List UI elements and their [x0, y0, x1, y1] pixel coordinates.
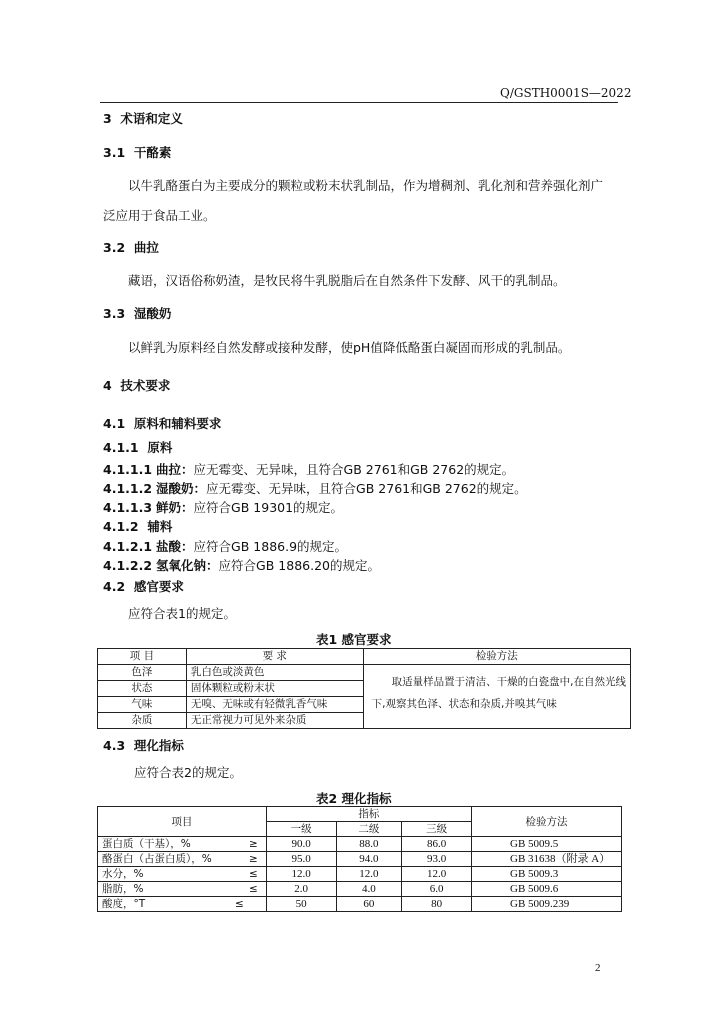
- table1-cell-method: [363, 665, 630, 729]
- section-3-2-text: 藏语，汉语俗称奶渣，是牧民将牛乳脱脂后在自然条件下发酵、风干的乳制品。: [128, 273, 566, 288]
- header-rule: [100, 102, 618, 103]
- table1-cell-item: 杂质: [98, 713, 187, 729]
- section-3-heading: 3 术语和定义: [103, 111, 183, 126]
- table1-header-method: 检验方法: [363, 649, 630, 665]
- section-4-1-2-2: 4.1.2.2 氢氧化钠：应符合GB 1886.20的规定。: [103, 558, 380, 573]
- table1-cell-item: 色泽: [98, 665, 187, 681]
- table2-header-grade-2: 二级: [336, 822, 402, 837]
- table2-cell-grade-1: 90.0: [266, 837, 336, 852]
- table2-cell-method: GB 5009.6: [472, 882, 622, 897]
- section-3-1-text-line2: 泛应用于食品工业。: [103, 208, 216, 223]
- table1-cell-requirement: 无正常视力可见外来杂质: [186, 713, 363, 729]
- table1-header-item: 项 目: [98, 649, 187, 665]
- section-4-1-1-heading: 4.1.1 原料: [103, 440, 173, 455]
- table1-cell-item: 气味: [98, 697, 187, 713]
- table2-cell-method: GB 5009.3: [472, 867, 622, 882]
- table2-cell-grade-3: 93.0: [402, 852, 472, 867]
- table2-header-grade-1: 一级: [266, 822, 336, 837]
- section-4-3-text: 应符合表2的规定。: [134, 765, 242, 780]
- table2-cell-grade-3: 12.0: [402, 867, 472, 882]
- section-3-1-text-line1: 以牛乳酪蛋白为主要成分的颗粒或粉末状乳制品，作为增稠剂、乳化剂和营养强化剂广: [128, 178, 604, 193]
- table2-header-grade-3: 三级: [402, 822, 472, 837]
- section-3-3-heading: 3.3 湿酸奶: [103, 306, 172, 321]
- document-code: Q/GSTH0001S—2022: [500, 86, 632, 100]
- table2-cell-grade-3: 86.0: [402, 837, 472, 852]
- table1-cell-requirement: 乳白色或淡黄色: [186, 665, 363, 681]
- table2-cell-grade-1: 95.0: [266, 852, 336, 867]
- section-3-2-heading: 3.2 曲拉: [103, 240, 159, 255]
- section-3-3-text: 以鲜乳为原料经自然发酵或接种发酵，使pH值降低酪蛋白凝固而形成的乳制品。: [128, 340, 571, 355]
- table1-cell-item: 状态: [98, 681, 187, 697]
- table2-cell-grade-2: 60: [336, 897, 402, 912]
- sensory-table: [97, 648, 631, 729]
- table2-cell-item: 水分，% ≤: [98, 867, 267, 882]
- table2-cell-grade-1: 2.0: [266, 882, 336, 897]
- table2-header-item: 项目: [98, 807, 267, 837]
- table1-cell-requirement: 固体颗粒或粉末状: [186, 681, 363, 697]
- table-row: [98, 837, 622, 852]
- section-4-heading: 4 技术要求: [103, 378, 171, 393]
- section-4-1-1-2: 4.1.1.2 湿酸奶：应无霉变、无异味，且符合GB 2761和GB 2762的规定。: [103, 481, 527, 496]
- section-4-1-2-1: 4.1.2.1 盐酸：应符合GB 1886.9的规定。: [103, 539, 348, 554]
- table2-cell-grade-3: 6.0: [402, 882, 472, 897]
- section-3-1-heading: 3.1 干酪素: [103, 145, 172, 160]
- table2-cell-grade-1: 12.0: [266, 867, 336, 882]
- section-4-1-1-1: 4.1.1.1 曲拉：应无霉变、无异味，且符合GB 2761和GB 2762的规定。: [103, 462, 515, 477]
- section-4-2-heading: 4.2 感官要求: [103, 579, 184, 594]
- table2-cell-method: GB 5009.5: [472, 837, 622, 852]
- table2-caption: 表2 理化指标: [316, 791, 392, 806]
- table1-header-requirement: 要 求: [186, 649, 363, 665]
- table2-cell-method: GB 31638（附录 A）: [472, 852, 622, 867]
- table2-cell-grade-2: 94.0: [336, 852, 402, 867]
- table-row: [98, 897, 622, 912]
- table2-cell-grade-1: 50: [266, 897, 336, 912]
- section-4-1-heading: 4.1 原料和辅料要求: [103, 416, 222, 431]
- table-row: [98, 852, 622, 867]
- table2-cell-item: 脂肪，% ≤: [98, 882, 267, 897]
- table2-cell-method: GB 5009.239: [472, 897, 622, 912]
- table1-caption: 表1 感官要求: [316, 632, 392, 647]
- page-number: 2: [595, 962, 601, 974]
- table2-header-method: 检验方法: [472, 807, 622, 837]
- table1-method-line1: 取适量样品置于清洁、干燥的白瓷盘中,在自然光线: [391, 676, 626, 688]
- table2-cell-item: 蛋白质（干基），% ≥: [98, 837, 267, 852]
- section-4-1-1-3: 4.1.1.3 鲜奶：应符合GB 19301的规定。: [103, 500, 344, 515]
- table2-cell-grade-2: 12.0: [336, 867, 402, 882]
- table2-header-index: 指标: [266, 807, 471, 822]
- section-4-1-2-heading: 4.1.2 辅料: [103, 519, 173, 534]
- table-row: [98, 867, 622, 882]
- table1-method-line2: 下,观察其色泽、状态和杂质,并嗅其气味: [371, 698, 557, 710]
- physicochemical-table: [97, 806, 622, 912]
- table2-cell-grade-3: 80: [402, 897, 472, 912]
- table2-cell-grade-2: 4.0: [336, 882, 402, 897]
- table2-cell-item: 酸度，°T ≤: [98, 897, 267, 912]
- table-row: [98, 882, 622, 897]
- section-4-2-text: 应符合表1的规定。: [128, 606, 236, 621]
- table1-cell-requirement: 无嗅、无味或有轻微乳香气味: [186, 697, 363, 713]
- table2-cell-grade-2: 88.0: [336, 837, 402, 852]
- section-4-3-heading: 4.3 理化指标: [103, 738, 184, 753]
- table2-cell-item: 酪蛋白（占蛋白质），% ≥: [98, 852, 267, 867]
